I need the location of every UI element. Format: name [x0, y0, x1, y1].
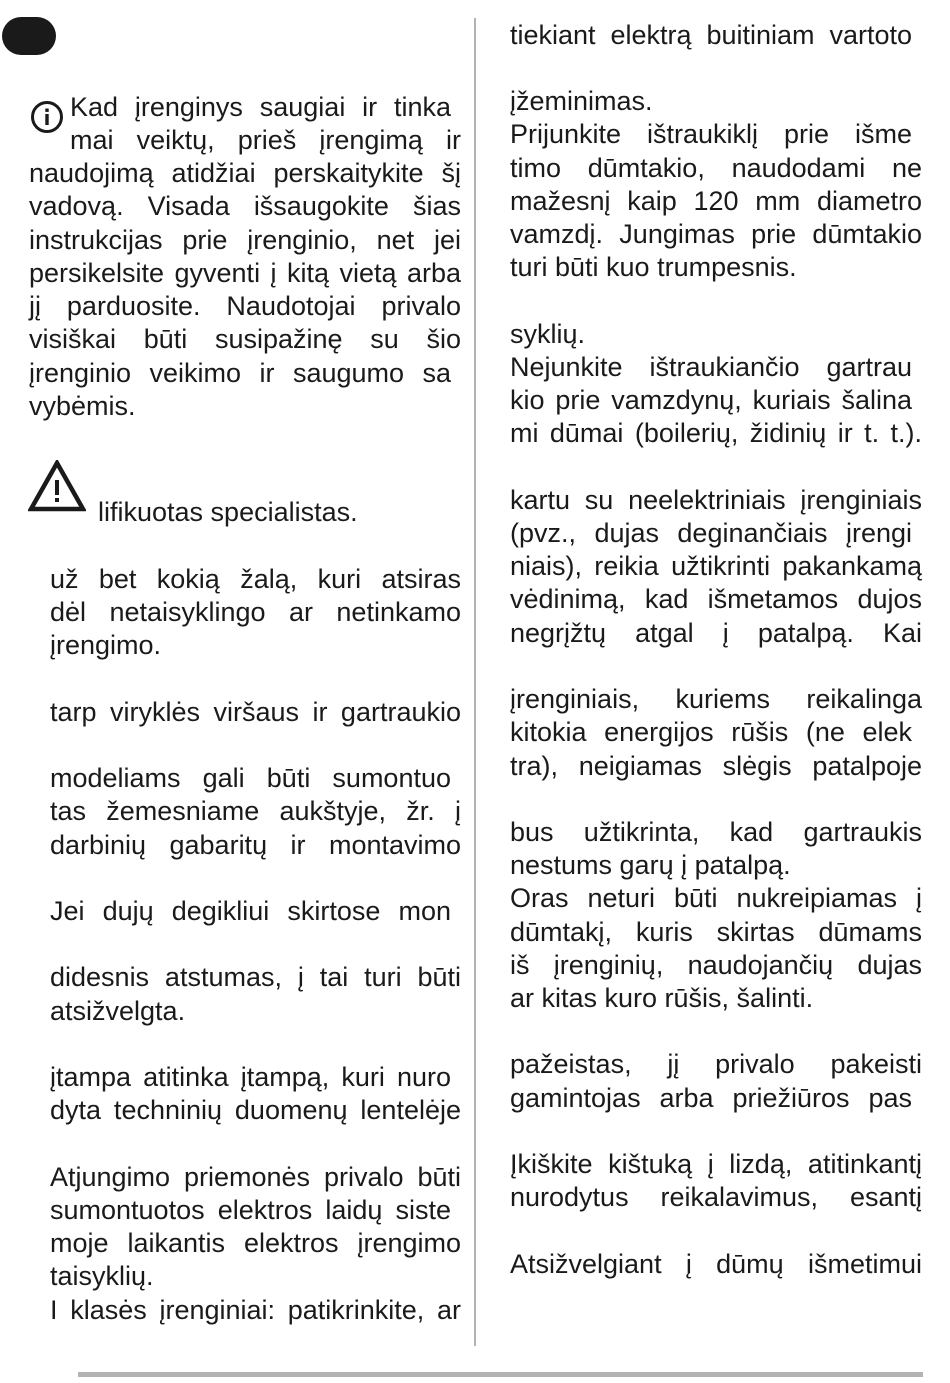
body-line: moje laikantis elektros įrengimo — [50, 1228, 461, 1258]
body-line: dyta techninių duomenų lentelėje — [50, 1095, 461, 1125]
body-line: taisyklių. — [50, 1261, 154, 1291]
body-line: bus užtikrinta, kad gartraukis — [510, 817, 922, 847]
body-line: kitokia energijos rūšis (ne elek — [510, 717, 912, 747]
intro-line: vybėmis. — [29, 391, 136, 421]
intro-line: įrenginio veikimo ir saugumo sa — [29, 358, 451, 388]
body-line: vėdinimą, kad išmetamos dujos — [510, 584, 922, 614]
body-line: tas žemesniame aukštyje, žr. į — [50, 796, 461, 826]
warning-triangle-icon — [28, 460, 86, 512]
body-line: kartu su neelektriniais įrenginiais — [510, 485, 922, 515]
body-line: už bet kokią žalą, kuri atsiras — [50, 564, 461, 594]
body-line: syklių. — [510, 319, 586, 349]
intro-line: instrukcijas prie įrenginio, net jei — [29, 225, 461, 255]
body-line: mi dūmai (boilerių, židinių ir t. t.). — [510, 418, 922, 448]
body-line: įrenginiais, kuriems reikalinga — [510, 684, 922, 714]
body-line: Prijunkite ištraukiklį prie išme — [510, 119, 912, 149]
intro-line: persikelsite gyventi į kitą vietą arba — [29, 258, 461, 288]
intro-line: mai veiktų, prieš įrengimą ir — [70, 125, 461, 155]
body-line: niais), reikia užtikrinti pakankamą — [510, 551, 922, 581]
body-line: gamintojas arba priežiūros pas — [510, 1083, 912, 1113]
body-line: nestums garų į patalpą. — [510, 850, 791, 880]
body-line: Įkiškite kištuką į lizdą, atitinkantį — [510, 1149, 922, 1179]
body-line: (pvz., dujas deginančiais įrengi — [510, 518, 912, 548]
body-line: tra), neigiamas slėgis patalpoje — [510, 751, 922, 781]
body-line: dėl netaisyklingo ar netinkamo — [50, 597, 461, 627]
body-line: Oras neturi būti nukreipiamas į — [510, 883, 922, 913]
body-line: Jei dujų degikliui skirtose mon — [50, 896, 451, 926]
column-divider — [474, 18, 476, 1346]
body-line: Nejunkite ištraukiančio gartrau — [510, 352, 912, 382]
body-line: kio prie vamzdynų, kuriais šalina — [510, 385, 912, 415]
intro-line: visiškai būti susipažinę su šio — [29, 324, 461, 354]
body-line: iš įrenginių, naudojančių dujas — [510, 950, 922, 980]
language-tab-marker — [2, 17, 56, 55]
body-line: įtampa atitinka įtampą, kuri nuro — [50, 1062, 451, 1092]
body-line: negrįžtų atgal į patalpą. Kai — [510, 618, 922, 648]
warning-text: lifikuotas specialistas. — [98, 497, 358, 527]
body-line: dūmtakį, kuris skirtas dūmams — [510, 917, 922, 947]
body-line: tarp viryklės viršaus ir gartraukio — [50, 697, 461, 727]
body-line: nurodytus reikalavimus, esantį — [510, 1182, 922, 1212]
intro-line: Kad įrenginys saugiai ir tinka — [70, 92, 451, 122]
body-line: ar kitas kuro rūšis, šalinti. — [510, 983, 814, 1013]
footer-rule — [78, 1372, 923, 1377]
info-icon — [30, 100, 64, 134]
body-line: įžeminimas. — [510, 86, 653, 116]
intro-line: naudojimą atidžiai perskaitykite šį — [29, 158, 461, 188]
body-line: mažesnį kaip 120 mm diametro — [510, 186, 922, 216]
body-line: sumontuotos elektros laidų siste — [50, 1195, 451, 1225]
body-line: turi būti kuo trumpesnis. — [510, 252, 797, 282]
body-line: vamzdį. Jungimas prie dūmtakio — [510, 219, 922, 249]
body-line: didesnis atstumas, į tai turi būti — [50, 962, 461, 992]
body-line: Atsižvelgiant į dūmų išmetimui — [510, 1249, 922, 1279]
body-line: timo dūmtakio, naudodami ne — [510, 153, 922, 183]
intro-line: vadovą. Visada išsaugokite šias — [29, 191, 461, 221]
body-line: pažeistas, jį privalo pakeisti — [510, 1049, 922, 1079]
body-line: įrengimo. — [50, 630, 162, 660]
body-line: Atjungimo priemonės privalo būti — [50, 1162, 461, 1192]
body-line: I klasės įrenginiai: patikrinkite, ar — [50, 1295, 461, 1325]
body-line: modeliams gali būti sumontuo — [50, 763, 451, 793]
intro-line: jį parduosite. Naudotojai privalo — [29, 291, 461, 321]
body-line: atsižvelgta. — [50, 996, 186, 1026]
body-line: tiekiant elektrą buitiniam vartoto — [510, 20, 912, 50]
body-line: darbinių gabaritų ir montavimo — [50, 830, 461, 860]
